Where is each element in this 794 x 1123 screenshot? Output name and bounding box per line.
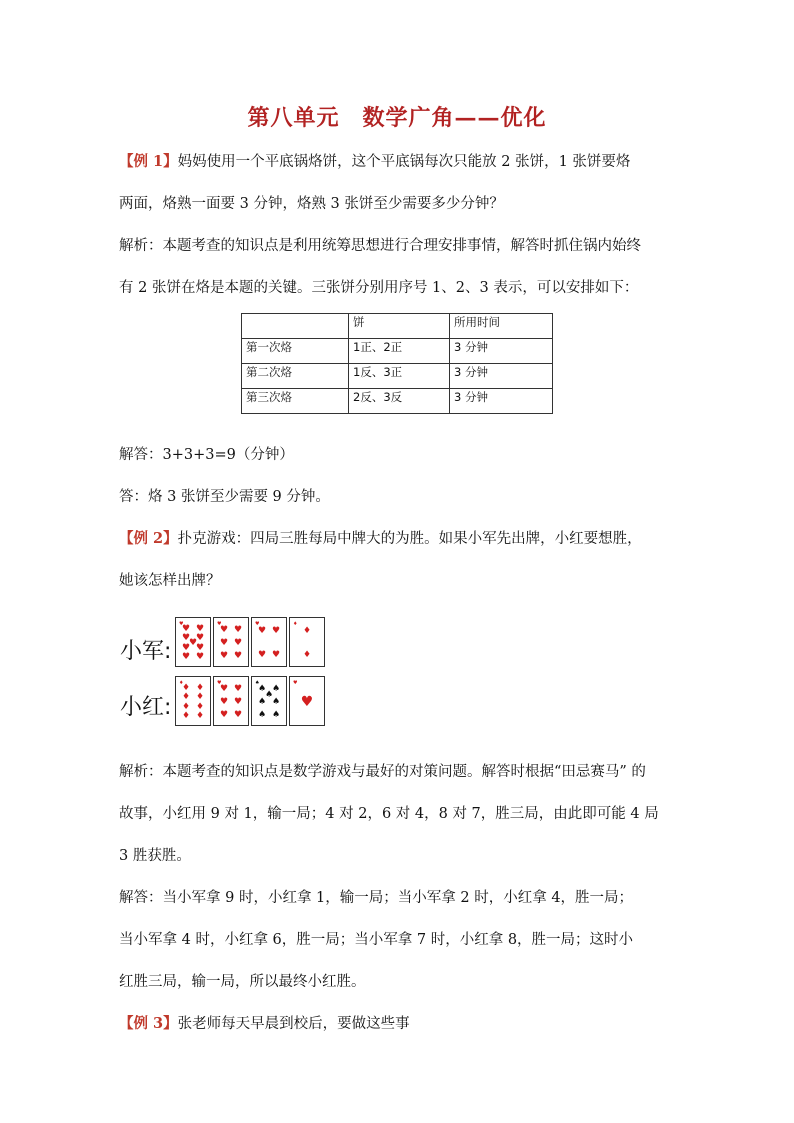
diamond-pip-icon: ♦ <box>181 692 191 703</box>
diamond-card-face <box>176 677 210 725</box>
heart-pip-icon: ♥ <box>219 697 229 708</box>
table-cell: 3 分钟 <box>450 339 553 364</box>
heart-pip-icon: ♥ <box>195 633 205 644</box>
heart-pip-icon: ♥ <box>219 638 229 649</box>
heart-pip-icon: ♥ <box>257 650 267 661</box>
table-cell: 第三次烙 <box>242 389 349 414</box>
diamond-pip-icon: ♦ <box>195 702 205 713</box>
heart-card-face <box>290 677 324 725</box>
example2-analysis1: 解析：本题考查的知识点是数学游戏与最好的对策问题。解答时根据“田忌赛马” 的 <box>119 764 646 780</box>
diamond-pip-icon: ♦ <box>181 711 191 722</box>
diamond-card-face <box>290 618 324 666</box>
card-corner-index: ♠ <box>255 680 260 686</box>
card-corner-index: ♥ <box>217 621 222 627</box>
spade-pip-icon: ♠ <box>257 684 267 695</box>
table-cell: 2反、3反 <box>349 389 450 414</box>
table-cell: 1正、2正 <box>349 339 450 364</box>
example2-line2: 她该怎样出牌？ <box>119 573 221 589</box>
example1-line2: 两面，烙熟一面要 3 分钟，烙熟 3 张饼至少需要多少分钟？ <box>119 196 504 212</box>
spade-pip-icon: ♠ <box>271 684 281 695</box>
example3-tag: 【例 3】 <box>119 1015 178 1032</box>
xiaojun-card-4 <box>251 617 287 667</box>
heart-pip-icon: ♥ <box>219 710 229 721</box>
diamond-pip-icon: ♦ <box>195 683 205 694</box>
xiaojun-card-9 <box>175 617 211 667</box>
xiaohong-card-8 <box>175 676 211 726</box>
diamond-pip-icon: ♦ <box>195 711 205 722</box>
heart-pip-icon: ♥ <box>219 684 229 695</box>
diamond-pip-icon: ♦ <box>181 702 191 713</box>
table-cell: 1反、3正 <box>349 364 450 389</box>
heart-card-face <box>252 618 286 666</box>
table-cell: 3 分钟 <box>450 364 553 389</box>
xiaohong-card-6 <box>213 676 249 726</box>
example2-answer2: 当小军拿 4 时，小红拿 6，胜一局；当小军拿 7 时，小红拿 8，胜一局；这时小 <box>119 932 634 948</box>
table-row <box>242 364 553 389</box>
spade-card-face <box>252 677 286 725</box>
heart-pip-icon: ♥ <box>233 651 243 662</box>
card-corner-index: ♦ <box>179 680 184 686</box>
example1-analysis2: 有 2 张饼在烙是本题的关键。三张饼分别用序号 1、2、3 表示，可以安排如下： <box>119 280 639 296</box>
example1-reply: 答：烙 3 张饼至少需要 9 分钟。 <box>119 489 330 505</box>
heart-pip-icon: ♥ <box>233 710 243 721</box>
heart-pip-icon: ♥ <box>188 638 198 649</box>
example2-analysis2: 故事，小红用 9 对 1，输一局；4 对 2，6 对 4，8 对 7，胜三局，由此即可能 4 局 <box>119 806 659 822</box>
xiaojun-card-6 <box>213 617 249 667</box>
table-header-row <box>242 314 553 339</box>
spade-pip-icon: ♠ <box>264 690 274 701</box>
card-corner-index: ♥ <box>293 680 298 686</box>
xiaohong-card-1 <box>289 676 325 726</box>
player-xiaohong-label: 小红: <box>120 695 172 720</box>
table-header-cell: 饼 <box>349 314 450 339</box>
card-corner-index: ♦ <box>293 621 298 627</box>
example1-text1: 妈妈使用一个平底锅烙饼，这个平底锅每次只能放 2 张饼，1 张饼要烙 <box>177 154 631 170</box>
card-corner-index: ♥ <box>179 621 184 627</box>
heart-pip-icon: ♥ <box>195 643 205 654</box>
heart-card-face <box>214 618 248 666</box>
table-cell: 第一次烙 <box>242 339 349 364</box>
heart-pip-icon: ♥ <box>233 684 243 695</box>
table-cell: 第二次烙 <box>242 364 349 389</box>
heart-pip-icon: ♥ <box>233 697 243 708</box>
heart-pip-icon: ♥ <box>233 625 243 636</box>
example1-analysis1: 解析：本题考查的知识点是利用统筹思想进行合理安排事情，解答时抓住锅内始终 <box>119 238 641 254</box>
example2-analysis3: 3 胜获胜。 <box>119 848 191 864</box>
example2-line1 <box>119 527 642 548</box>
heart-pip-icon: ♥ <box>181 643 191 654</box>
heart-card-face <box>176 618 210 666</box>
heart-pip-icon: ♥ <box>181 624 191 635</box>
xiaojun-card-2 <box>289 617 325 667</box>
heart-pip-icon: ♥ <box>195 652 205 663</box>
heart-pip-icon: ♥ <box>300 693 314 710</box>
diamond-pip-icon: ♦ <box>302 650 312 661</box>
example2-answer1: 解答：当小军拿 9 时，小红拿 1，输一局；当小军拿 2 时，小红拿 4，胜一局； <box>119 890 634 906</box>
heart-pip-icon: ♥ <box>271 626 281 637</box>
table-row <box>242 389 553 414</box>
example3-line1 <box>119 1012 410 1033</box>
card-corner-index: ♥ <box>255 621 260 627</box>
pancake-schedule-table <box>241 313 553 414</box>
diamond-pip-icon: ♦ <box>181 683 191 694</box>
diamond-pip-icon: ♦ <box>195 692 205 703</box>
table-header-cell <box>242 314 349 339</box>
heart-pip-icon: ♥ <box>233 638 243 649</box>
example1-answer: 解答：3+3+3=9（分钟） <box>119 447 294 463</box>
example3-text1: 张老师每天早晨到校后，要做这些事 <box>177 1016 410 1032</box>
card-corner-index: ♥ <box>217 680 222 686</box>
example2-answer3: 红胜三局，输一局，所以最终小红胜。 <box>119 974 366 990</box>
heart-pip-icon: ♥ <box>195 624 205 635</box>
spade-pip-icon: ♠ <box>257 697 267 708</box>
heart-pip-icon: ♥ <box>181 633 191 644</box>
xiaohong-card-7 <box>251 676 287 726</box>
spade-pip-icon: ♠ <box>271 710 281 721</box>
table-cell: 3 分钟 <box>450 389 553 414</box>
example2-text1: 扑克游戏：四局三胜每局中牌大的为胜。如果小军先出牌，小红要想胜， <box>177 531 642 547</box>
page-title: 第八单元 数学广角——优化 <box>247 105 547 131</box>
table-row <box>242 339 553 364</box>
heart-pip-icon: ♥ <box>257 626 267 637</box>
example1-line1 <box>119 150 630 171</box>
heart-pip-icon: ♥ <box>219 625 229 636</box>
diamond-pip-icon: ♦ <box>302 626 312 637</box>
table-header-cell: 所用时间 <box>450 314 553 339</box>
heart-pip-icon: ♥ <box>181 652 191 663</box>
spade-pip-icon: ♠ <box>257 710 267 721</box>
heart-pip-icon: ♥ <box>271 650 281 661</box>
example2-tag: 【例 2】 <box>119 530 178 547</box>
player-xiaojun-label: 小军: <box>120 639 172 664</box>
example1-tag: 【例 1】 <box>119 153 178 170</box>
heart-pip-icon: ♥ <box>219 651 229 662</box>
spade-pip-icon: ♠ <box>271 697 281 708</box>
heart-card-face <box>214 677 248 725</box>
